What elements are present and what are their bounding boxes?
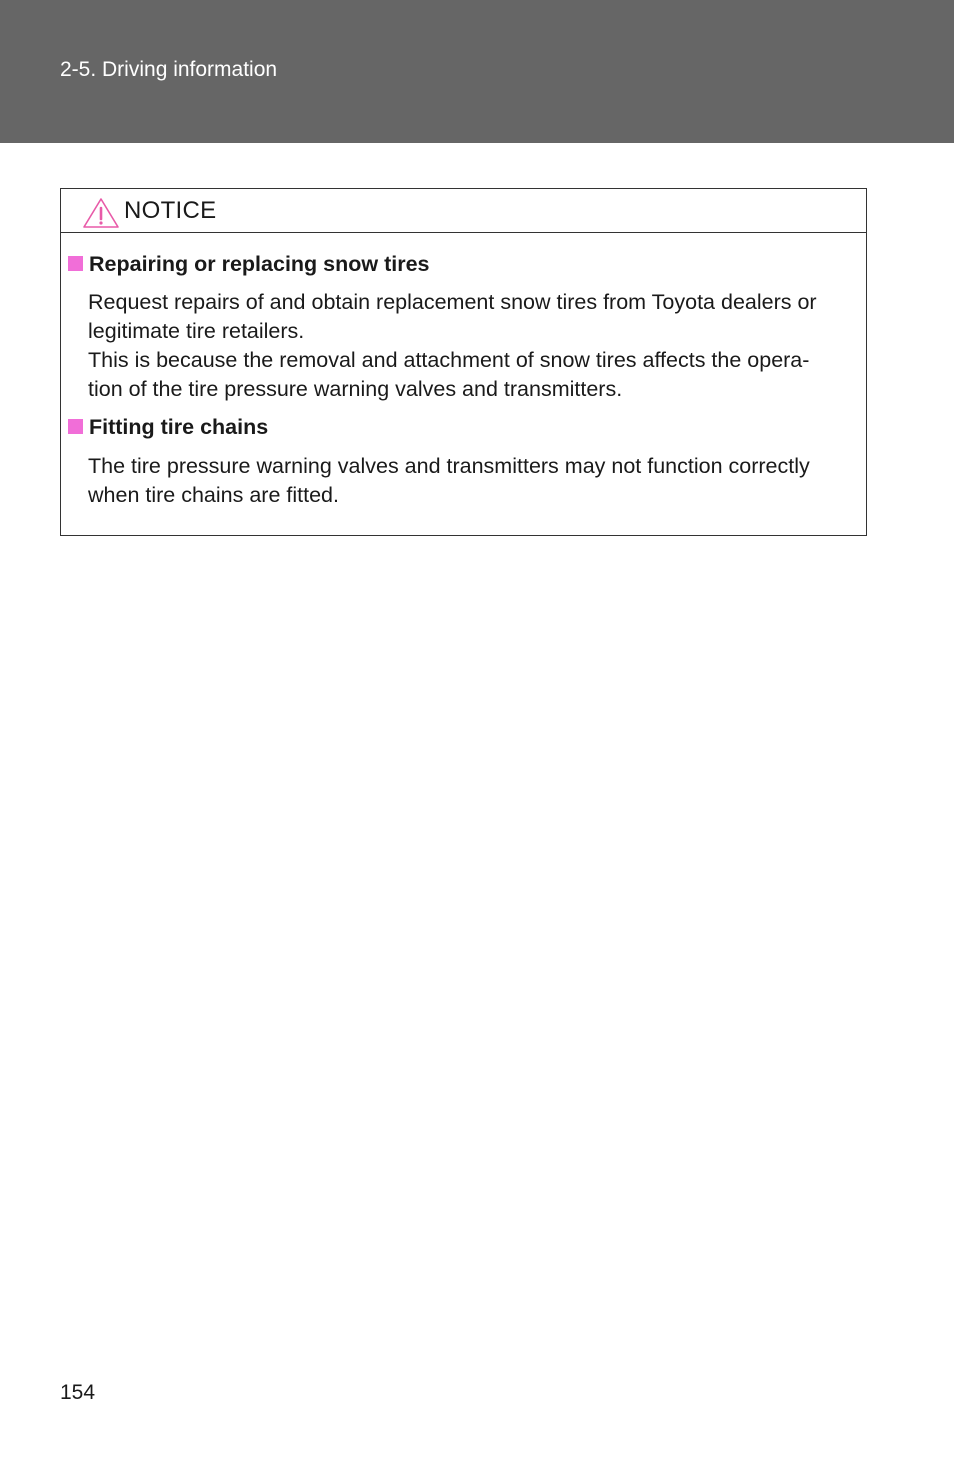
notice-label: NOTICE	[124, 197, 217, 224]
text-line: tion of the tire pressure warning valves and transmitters.	[88, 377, 623, 401]
subheading-tire-chains	[68, 415, 268, 440]
text-line: The tire pressure warning valves and transmitters may not function correctly	[88, 454, 810, 478]
text-line: Request repairs of and obtain replacement snow tires from Toyota dealers or	[88, 290, 817, 314]
notice-header	[61, 189, 866, 233]
pink-square-icon	[68, 419, 83, 434]
notice-box	[60, 188, 867, 536]
section-title: 2-5. Driving information	[60, 58, 278, 81]
subheading-text: Fitting tire chains	[89, 415, 269, 439]
text-line: when tire chains are fitted.	[88, 483, 339, 507]
warning-triangle-icon	[82, 197, 120, 229]
paragraph-tire-chains	[88, 452, 860, 510]
page-number: 154	[60, 1381, 96, 1404]
text-line: This is because the removal and attachment of snow tires affects the opera-	[88, 348, 810, 372]
subheading-snow-tires	[68, 252, 430, 277]
pink-square-icon	[68, 256, 83, 271]
text-line: legitimate tire retailers.	[88, 319, 305, 343]
paragraph-snow-tires	[88, 288, 860, 404]
subheading-text: Repairing or replacing snow tires	[89, 252, 430, 276]
